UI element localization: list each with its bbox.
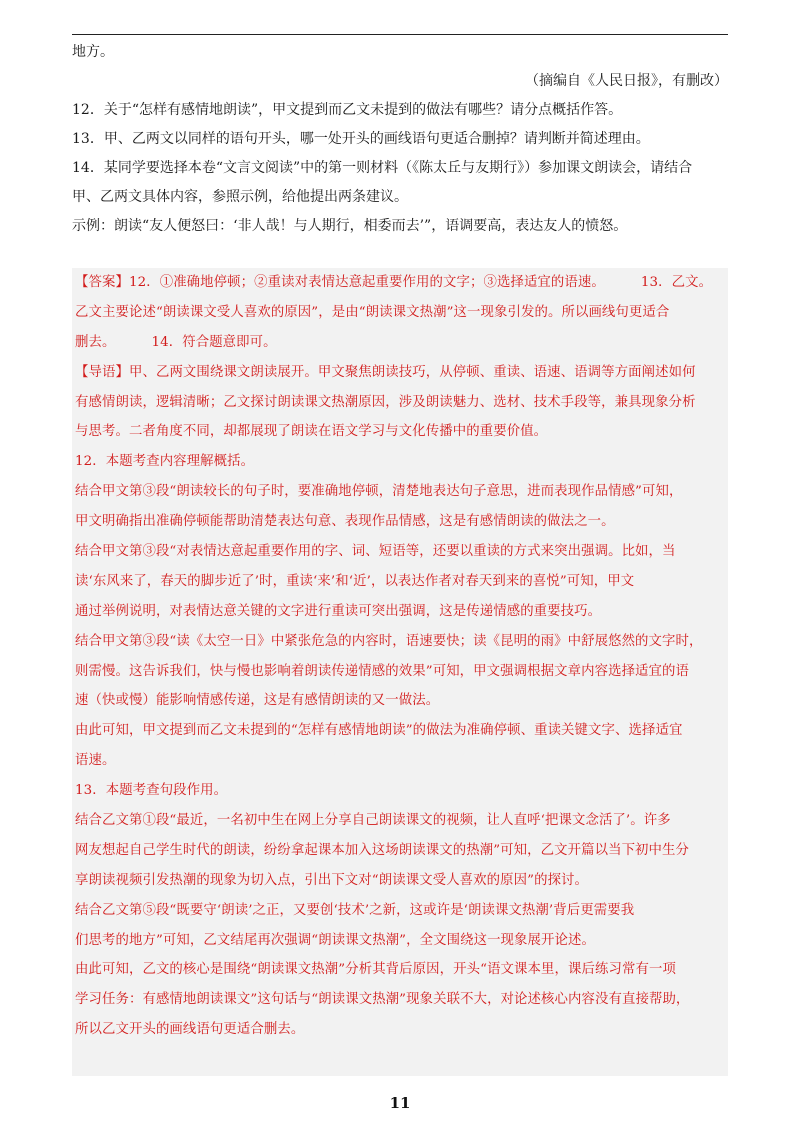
analysis-line: 所以乙文开头的画线语句更适合删去。 [75, 1022, 305, 1038]
answer-line-1 [72, 268, 728, 298]
answer-line-2: 乙文主要论述“朗读课文受人喜欢的原因”，是由“朗读课文热潮”这一现象引发的。所以画线句更适合 [75, 304, 670, 320]
analysis-line: 则需慢。这告诉我们，快与慢也影响着朗读传递情感的效果”可知，甲文强调根据文章内容选择适宜的语 [75, 663, 690, 679]
analysis-line: 结合甲文第③段“对表情达意起重要作用的字、词、短语等，还要以重读的方式来突出强调。比如，当 [75, 544, 676, 560]
analysis-line: 12．本题考查内容理解概括。 [75, 454, 255, 470]
guide-line-3: 与思考。二者角度不同，却都展现了朗读在语文学习与文化传播中的重要价值。 [75, 424, 548, 440]
guide-line-2: 有感情朗读，逻辑清晰；乙文探讨朗读课文热潮原因，涉及朗读魅力、选材、技术手段等，兼具现象分析 [75, 394, 696, 410]
guide-text-1: 甲、乙两文围绕课文朗读展开。甲文聚焦朗读技巧，从停顿、重读、语速、语调等方面阐述如何 [128, 364, 696, 380]
answer-line3-text: 删去。 [75, 334, 116, 350]
analysis-line: 速（快或慢）能影响情感传递，这是有感情朗读的又一做法。 [75, 693, 440, 709]
analysis-line: 结合乙文第⑤段“既要守‘朗读’之正，又要创‘技术’之新，这或许是‘朗读课文热潮’背后更需要我 [75, 902, 635, 918]
answer-q13: 13．乙文。 [640, 275, 713, 290]
analysis-line: 由此可知，甲文提到而乙文未提到的“怎样有感情地朗读”的做法为准确停顿、重读关键文字、选择适宜 [75, 723, 683, 739]
guide-label: 【导语】 [75, 364, 129, 380]
analysis-line: 结合乙文第①段“最近，一名初中生在网上分享自己朗读课文的视频，让人直呼‘把课文念活了’。许多 [75, 813, 671, 829]
answer-line-3 [72, 328, 728, 358]
analysis-line: 语速。 [75, 753, 116, 769]
question-example: 示例：朗读“友人便怒曰：‘非人哉！与人期行，相委而去’”，语调要高，表达友人的愤怒。 [72, 218, 628, 234]
answer-q12: 12．①准确地停顿；②重读对表情达意起重要作用的文字；③选择适宜的语速。 [128, 275, 605, 290]
analysis-line: 通过举例说明，对表情达意关键的文字进行重读可突出强调，这是传递情感的重要技巧。 [75, 603, 602, 619]
analysis-line: 结合甲文第③段“朗读较长的句子时，要准确地停顿，清楚地表达句子意思，进而表现作品情感”可知， [75, 484, 683, 500]
analysis-line: 由此可知，乙文的核心是围绕“朗读课文热潮”分析其背后原因，开头“语文课本里，课后练习常有一项 [75, 962, 676, 978]
answer-section [72, 268, 728, 1076]
question-12: 12．关于“怎样有感情地朗读”，甲文提到而乙文未提到的做法有哪些？请分点概括作答。 [72, 102, 623, 118]
analysis-line: 学习任务：有感情地朗读课文”这句话与“朗读课文热潮”现象关联不大，对论述核心内容没有直接帮助， [75, 992, 690, 1008]
answer-q14: 14．符合题意即可。 [151, 334, 277, 350]
passage-tail: 地方。 [72, 44, 114, 60]
analysis-line: 13．本题考查句段作用。 [75, 783, 228, 799]
header-rule [72, 34, 728, 35]
question-14-line2: 甲、乙两文具体内容，参照示例，给他提出两条建议。 [72, 189, 408, 205]
answer-label: 【答案】 [75, 275, 129, 290]
question-14-line1: 14．某同学要选择本卷“文言文阅读”中的第一则材料（《陈太丘与友期行》）参加课文朗读会，请结合 [72, 160, 693, 176]
analysis-line: 结合甲文第③段“读《太空一日》中紧张危急的内容时，语速要快；读《昆明的雨》中舒展悠然的文字时， [75, 633, 703, 649]
guide-line-1 [72, 358, 728, 388]
analysis-line: 们思考的地方”可知，乙文结尾再次强调“朗读课文热潮”，全文围绕这一现象展开论述。 [75, 932, 595, 948]
analysis-line: 享朗读视频引发热潮的现象为切入点，引出下文对“朗读课文受人喜欢的原因”的探讨。 [75, 872, 589, 888]
question-section [72, 38, 728, 241]
analysis-line: 甲文明确指出准确停顿能帮助清楚表达句意、表现作品情感，这是有感情朗读的做法之一。 [75, 514, 615, 530]
source-citation: （摘编自《人民日报》，有删改） [525, 73, 728, 89]
analysis-line: 网友想起自己学生时代的朗读，纷纷拿起课本加入这场朗读课文的热潮”可知，乙文开篇以当下初中生分 [75, 842, 690, 858]
question-13: 13．甲、乙两文以同样的语句开头，哪一处开头的画线语句更适合删掉？请判断并简述理由。 [72, 131, 650, 147]
page-number: 11 [389, 1094, 411, 1112]
analysis-line: 读‘东风来了，春天的脚步近了’时，重读‘来’和‘近’，以表达作者对春天到来的喜悦”可知，甲文 [75, 573, 635, 589]
